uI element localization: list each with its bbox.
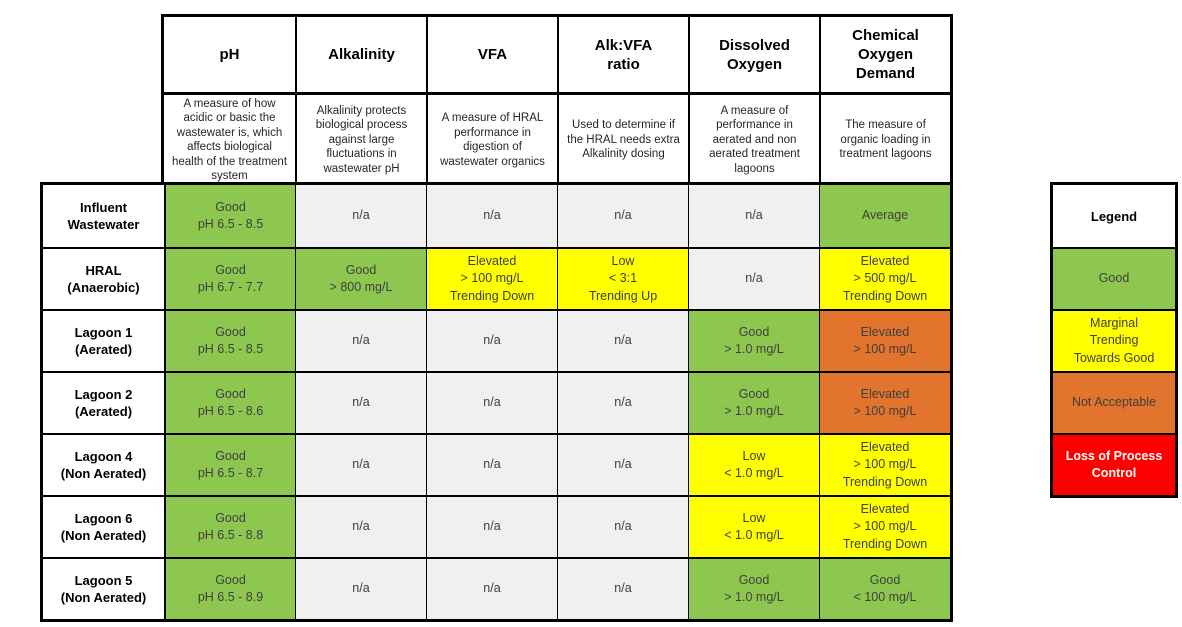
status-cell (295, 557, 426, 619)
status-cell-line: > 1.0 mg/L (724, 342, 784, 356)
legend-item-1 (1053, 185, 1175, 247)
status-cell (295, 309, 426, 371)
column-header-line: Oxygen (726, 55, 783, 73)
legend-item-3 (1053, 309, 1175, 371)
legend-item-line: Control (1091, 466, 1137, 480)
status-cell (819, 557, 950, 619)
status-cell (295, 185, 426, 247)
column-description-text: Used to determine if the HRAL needs extra Alkalinity dosing (567, 119, 680, 161)
status-cell-line: n/a (352, 519, 370, 534)
status-cell (164, 309, 295, 371)
column-header-2 (295, 17, 426, 95)
row-label-line: Lagoon 5 (74, 573, 133, 588)
status-cell (557, 371, 688, 433)
status-cell-line: Good (215, 324, 246, 339)
column-header-5 (688, 17, 819, 95)
column-description-text: The measure of organic loading in treatment lagoons (839, 119, 932, 161)
status-cell-line: Good (869, 572, 901, 587)
status-cell-line: pH 6.7 - 7.7 (197, 280, 264, 294)
row-label-line: Lagoon 2 (74, 387, 133, 402)
status-cell-line: Low (742, 448, 766, 463)
column-header-1 (164, 17, 295, 95)
legend-item-line: Legend (1090, 208, 1138, 224)
status-cell (557, 495, 688, 557)
column-header-line: VFA (477, 46, 508, 63)
status-cell-line: > 1.0 mg/L (724, 404, 784, 418)
status-cell-line: n/a (614, 333, 632, 348)
status-cell-line: < 1.0 mg/L (724, 466, 784, 480)
status-cell-line: > 800 mg/L (329, 280, 393, 294)
status-cell (819, 495, 950, 557)
status-cell (164, 247, 295, 309)
column-header-line: Demand (855, 65, 916, 82)
status-cell-line: Trending Down (449, 288, 535, 303)
status-cell (426, 185, 557, 247)
status-cell-line: n/a (483, 395, 501, 410)
status-cell (688, 433, 819, 495)
status-cell-line: Good (215, 448, 246, 463)
column-header-3 (426, 17, 557, 95)
status-cell (688, 247, 819, 309)
column-description-2 (295, 95, 426, 185)
status-cell (688, 495, 819, 557)
status-cell-line: < 100 mg/L (853, 590, 917, 604)
row-label-5 (43, 433, 164, 495)
column-header-6 (819, 17, 950, 95)
column-description-text: A measure of performance in aerated and non aerated treatment lagoons (709, 104, 800, 175)
column-header-line: Alkalinity (328, 46, 395, 63)
status-cell-line: n/a (483, 519, 501, 534)
status-cell (557, 309, 688, 371)
status-cell-line: > 1.0 mg/L (724, 590, 784, 604)
status-cell (164, 495, 295, 557)
status-cell (426, 495, 557, 557)
legend-item-4 (1053, 371, 1175, 433)
status-cell-line: Elevated (860, 439, 910, 454)
status-cell (688, 557, 819, 619)
column-header-line: Oxygen (857, 46, 914, 63)
status-cell-line: n/a (745, 208, 763, 223)
status-cell (819, 433, 950, 495)
row-label-6 (43, 495, 164, 557)
status-cell-line: n/a (352, 457, 370, 472)
status-cell (426, 433, 557, 495)
status-cell-line: Good (738, 324, 770, 339)
row-label-line: Wastewater (67, 217, 140, 232)
status-cell (164, 557, 295, 619)
status-cell-line: n/a (352, 581, 370, 596)
row-label-3 (43, 309, 164, 371)
status-cell-line: > 500 mg/L (853, 271, 917, 286)
column-description-4 (557, 95, 688, 185)
status-cell (688, 309, 819, 371)
status-cell-line: > 100 mg/L (853, 519, 917, 534)
column-header-line: Chemical (852, 27, 919, 44)
status-cell-line: n/a (483, 333, 501, 348)
status-cell-line: pH 6.5 - 8.5 (197, 342, 264, 356)
row-label-2 (43, 247, 164, 309)
column-header-line: Dissolved (719, 36, 790, 54)
status-cell (426, 557, 557, 619)
status-cell (819, 247, 950, 309)
status-cell-line: > 100 mg/L (853, 404, 917, 418)
row-label-line: (Non Aerated) (60, 466, 147, 481)
status-cell-line: Elevated (860, 324, 910, 339)
row-label-line: (Anaerobic) (67, 280, 140, 295)
status-cell-line: n/a (352, 333, 370, 348)
status-cell-line: Elevated (860, 386, 910, 401)
row-label-line: (Aerated) (74, 404, 133, 419)
legend-item-5 (1053, 433, 1175, 495)
row-label-line: (Non Aerated) (60, 528, 147, 543)
status-cell-line: Trending Down (842, 288, 928, 303)
status-cell (819, 309, 950, 371)
column-description-5 (688, 95, 819, 185)
legend-item-line: Trending (1089, 333, 1139, 348)
column-header-4 (557, 17, 688, 95)
row-label-4 (43, 371, 164, 433)
column-description-text: A measure of HRAL performance in digestion of wastewater organics (440, 112, 545, 168)
status-cell-line: > 100 mg/L (460, 271, 524, 286)
status-cell (688, 371, 819, 433)
row-label-1 (43, 185, 164, 247)
status-cell-line: Good (215, 199, 246, 214)
status-cell-line: Low (742, 510, 766, 525)
status-cell-line: Good (215, 386, 246, 401)
legend-item-2 (1053, 247, 1175, 309)
status-cell-line: Low (611, 253, 635, 268)
status-cell (295, 433, 426, 495)
status-cell-line: Elevated (860, 501, 910, 516)
status-cell (295, 371, 426, 433)
column-description-text: A measure of how acidic or basic the wastewater is, which affects biological health of the treatment system (171, 97, 288, 182)
legend-item-line: Good (1098, 271, 1130, 286)
status-cell-line: n/a (352, 208, 370, 223)
status-matrix-table (40, 182, 953, 622)
status-cell-line: Average (861, 208, 909, 223)
status-cell (295, 495, 426, 557)
row-label-line: (Aerated) (74, 342, 133, 357)
column-description-3 (426, 95, 557, 185)
status-cell (426, 371, 557, 433)
status-cell-line: Good (738, 386, 770, 401)
legend-item-line: Towards Good (1073, 350, 1155, 365)
status-cell-line: pH 6.5 - 8.6 (197, 404, 264, 418)
status-cell-line: Good (738, 572, 770, 587)
status-cell-line: n/a (614, 457, 632, 472)
status-cell (164, 185, 295, 247)
status-cell-line: > 100 mg/L (853, 342, 917, 356)
status-cell (557, 433, 688, 495)
column-header-line: ratio (607, 55, 640, 73)
column-header-line: pH (219, 46, 240, 63)
status-cell-line: n/a (614, 519, 632, 534)
parameter-header-table (161, 14, 953, 185)
status-cell (426, 309, 557, 371)
status-cell-line: pH 6.5 - 8.8 (197, 528, 264, 542)
status-cell (557, 185, 688, 247)
status-cell (819, 185, 950, 247)
status-cell (557, 247, 688, 309)
row-label-line: Lagoon 6 (74, 511, 133, 526)
status-cell-line: Trending Up (588, 288, 658, 303)
status-cell-line: pH 6.5 - 8.7 (197, 466, 264, 480)
status-cell-line: n/a (745, 271, 763, 286)
status-cell (819, 371, 950, 433)
status-cell-line: n/a (483, 208, 501, 223)
status-cell-line: Trending Down (842, 474, 928, 489)
status-cell-line: > 100 mg/L (853, 457, 917, 472)
row-label-line: Lagoon 1 (74, 325, 133, 340)
status-cell-line: n/a (483, 457, 501, 472)
column-description-6 (819, 95, 950, 185)
status-cell-line: Good (215, 262, 246, 277)
row-label-line: Lagoon 4 (74, 449, 133, 464)
status-cell (164, 433, 295, 495)
status-cell-line: < 1.0 mg/L (724, 528, 784, 542)
row-label-line: (Non Aerated) (60, 590, 147, 605)
legend-item-line: Marginal (1090, 315, 1138, 330)
row-label-7 (43, 557, 164, 619)
status-cell-line: Good (215, 572, 246, 587)
status-cell (295, 247, 426, 309)
status-cell-line: n/a (614, 581, 632, 596)
column-header-line: Alk:VFA (594, 36, 653, 54)
legend (1050, 182, 1178, 498)
status-cell-line: Elevated (467, 253, 517, 268)
status-cell-line: Good (345, 262, 377, 277)
status-cell-line: pH 6.5 - 8.5 (197, 217, 264, 231)
status-cell-line: n/a (483, 581, 501, 596)
row-label-line: Influent (80, 200, 127, 215)
status-cell-line: < 3:1 (608, 271, 638, 286)
status-cell-line: Good (215, 510, 246, 525)
column-description-text: Alkalinity protects biological process against large fluctuations in wastewater pH (315, 104, 408, 175)
status-cell-line: pH 6.5 - 8.9 (197, 590, 264, 604)
legend-item-line: Not Acceptable (1071, 395, 1157, 410)
status-cell (426, 247, 557, 309)
status-cell-line: n/a (614, 395, 632, 410)
status-cell (688, 185, 819, 247)
status-cell-line: n/a (352, 395, 370, 410)
status-cell-line: Trending Down (842, 536, 928, 551)
status-cell (164, 371, 295, 433)
legend-item-line: Loss of Process (1065, 448, 1163, 463)
column-description-1 (164, 95, 295, 185)
status-cell-line: n/a (614, 208, 632, 223)
row-label-line: HRAL (85, 263, 122, 278)
status-cell (557, 557, 688, 619)
status-cell-line: Elevated (860, 253, 910, 268)
